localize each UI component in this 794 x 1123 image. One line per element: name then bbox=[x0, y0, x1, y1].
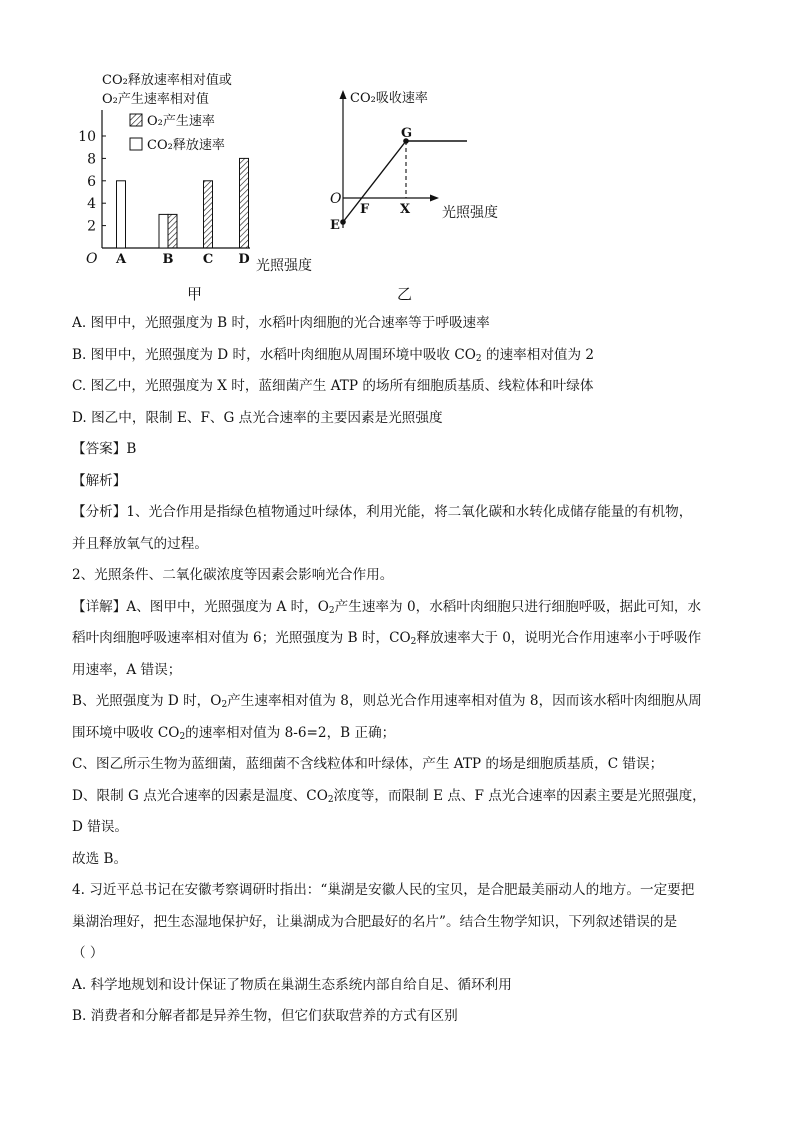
category-label-B: B bbox=[162, 252, 174, 267]
detail-text-7b: 浓度等，而限制 E 点、F 点光合速率的因素主要是光照强度， bbox=[333, 787, 706, 804]
q4-stem-text-1: 4. 习近平总书记在安徽考察调研时指出：“巢湖是安徽人民的宝贝，是合肥最美丽动人的地方。一定要把 bbox=[72, 882, 695, 898]
answer-tag: 【答案】 bbox=[72, 441, 127, 457]
detail-sub-4: 2 bbox=[221, 700, 228, 710]
label-x: X bbox=[400, 202, 411, 217]
option-a-text: 图甲中，光照强度为 B 时，水稻叶肉细胞的光合速率等于呼吸速率 bbox=[90, 315, 490, 331]
detail-text-1b: 产生速率为 0，水稻叶肉细胞只进行细胞呼吸，据此可知，水 bbox=[334, 598, 702, 615]
left-bars bbox=[117, 158, 249, 248]
q4-stem-text-2: 巢湖治理好，把生态湿地保护好，让巢湖成为合肥最好的名片”。结合生物学知识，下列叙述错误的是 bbox=[72, 913, 678, 930]
legend-co2-label: CO₂释放速率 bbox=[147, 138, 225, 153]
y-tick-label-8: 8 bbox=[87, 151, 96, 168]
detail-line-2 bbox=[72, 628, 722, 649]
legend-hatched-swatch bbox=[130, 114, 142, 126]
detail-text-6: C、图乙所示生物为蓝细菌，蓝细菌不含线粒体和叶绿体，产生 ATP 的场是细胞质基质，C 错误； bbox=[72, 756, 664, 772]
detail-line-4 bbox=[72, 691, 722, 712]
option-d bbox=[72, 408, 722, 429]
detail-text-4b: 产生速率相对值为 8，则总光合作用速率相对值为 8，因而该水稻叶肉细胞从周 bbox=[227, 693, 702, 709]
bar-A-co2 bbox=[117, 181, 126, 248]
q4-option-b bbox=[72, 1006, 722, 1027]
legend-empty-swatch bbox=[130, 138, 142, 150]
detail-sub-1: 2 bbox=[328, 605, 335, 616]
bar-chart bbox=[78, 72, 312, 274]
left-xlabel: 光照强度 bbox=[256, 258, 312, 274]
left-ylabel-1: CO₂释放速率相对值或 bbox=[102, 73, 232, 88]
bar-D-o2 bbox=[240, 158, 249, 248]
point-e bbox=[340, 219, 346, 225]
option-a-letter: A. bbox=[72, 315, 87, 331]
y-tick-label-4: 4 bbox=[87, 196, 96, 213]
analysis-text-1: 1、光合作用是指绿色植物通过叶绿体，利用光能，将二氧化碳和水转化成储存能量的有机物， bbox=[126, 504, 693, 520]
left-ylabel-2: O₂产生速率相对值 bbox=[102, 92, 209, 107]
detail-line-6 bbox=[72, 754, 722, 775]
detail-text-7a: D、限制 G 点光合速率的因素是温度、CO bbox=[72, 787, 328, 804]
caption-jia: 甲 bbox=[187, 285, 203, 303]
analysis-tag: 【解析】 bbox=[72, 472, 127, 489]
left-category-labels bbox=[115, 252, 250, 267]
question-content bbox=[72, 313, 722, 1038]
left-origin: O bbox=[86, 251, 98, 267]
detail-text-8: D 错误。 bbox=[72, 819, 129, 835]
analysis-text-2: 并且释放氧气的过程。 bbox=[72, 535, 208, 552]
detail-text-2a: 稻叶肉细胞呼吸速率相对值为 6；光照强度为 B 时，CO bbox=[72, 630, 411, 646]
q4-option-a-text: A. 科学地规划和设计保证了物质在巢湖生态系统内部自给自足、循环利用 bbox=[72, 976, 512, 993]
q4-blank-text: （ ） bbox=[72, 945, 104, 961]
category-label-C: C bbox=[202, 252, 214, 267]
category-label-A: A bbox=[115, 252, 127, 267]
q4-option-b-text: B. 消费者和分解者都是异养生物，但它们获取营养的方式有区别 bbox=[72, 1008, 458, 1024]
option-c-text: 图乙中，光照强度为 X 时，蓝细菌产生 ATP 的场所有细胞质基质、线粒体和叶绿体 bbox=[90, 378, 594, 394]
detail-text-2b: 释放速率大于 0，说明光合作用速率小于呼吸作 bbox=[416, 630, 702, 646]
category-label-D: D bbox=[238, 252, 250, 267]
detail-text-4a: B、光照强度为 D 时，O bbox=[72, 693, 222, 709]
detail-line-1 bbox=[72, 597, 722, 618]
detail-line-3 bbox=[72, 660, 722, 681]
analysis-line-3 bbox=[72, 565, 722, 586]
answer-line bbox=[72, 439, 722, 460]
bar-B-o2 bbox=[168, 214, 177, 248]
detail-line-7 bbox=[72, 786, 722, 807]
option-c-letter: C. bbox=[72, 378, 87, 394]
right-x-arrow bbox=[430, 195, 439, 202]
analysis-tag-line bbox=[72, 471, 722, 492]
detail-line-5 bbox=[72, 723, 722, 744]
answer-value: B bbox=[126, 441, 137, 457]
y-tick-label-6: 6 bbox=[87, 173, 96, 190]
figure-svg bbox=[60, 60, 530, 310]
bar-B-co2 bbox=[159, 214, 168, 248]
option-c bbox=[72, 376, 722, 397]
option-d-text: 图乙中，限制 E、F、G 点光合速率的主要因素是光照强度 bbox=[91, 409, 443, 426]
detail-sub-5: 2 bbox=[179, 731, 186, 742]
detail-text-5a: 围环境中吸收 CO bbox=[72, 724, 180, 741]
rising-line bbox=[343, 141, 406, 222]
bar-C-o2 bbox=[204, 181, 213, 248]
line-graph bbox=[330, 90, 498, 233]
right-origin: O bbox=[330, 191, 342, 207]
detail-text-9: 故选 B。 bbox=[72, 850, 128, 867]
option-b-sub: 2 bbox=[475, 353, 482, 364]
analysis-line-1 bbox=[72, 502, 722, 523]
label-e: E bbox=[330, 218, 340, 233]
right-xlabel: 光照强度 bbox=[442, 205, 498, 221]
detail-text-5b: 的速率相对值为 8-6=2，B 正确； bbox=[185, 724, 396, 741]
detail-text-1a: A、图甲中，光照强度为 A 时，O bbox=[126, 598, 329, 615]
detail-sub-2: 2 bbox=[410, 637, 417, 647]
fenxi-tag: 【分析】 bbox=[72, 504, 127, 520]
q4-stem-1 bbox=[72, 880, 722, 901]
analysis-text-3: 2、光照条件、二氧化碳浓度等因素会影响光合作用。 bbox=[72, 567, 394, 583]
detail-sub-7: 2 bbox=[327, 794, 334, 805]
option-d-letter: D. bbox=[72, 409, 87, 426]
q4-blank bbox=[72, 943, 722, 964]
caption-yi: 乙 bbox=[397, 285, 413, 303]
q4-stem-2 bbox=[72, 912, 722, 933]
option-a bbox=[72, 313, 722, 334]
y-tick-label-10: 10 bbox=[78, 129, 96, 145]
label-g: G bbox=[401, 126, 413, 141]
q4-option-a bbox=[72, 975, 722, 996]
detail-text-3: 用速率，A 错误； bbox=[72, 661, 182, 678]
xiangjie-tag: 【详解】 bbox=[72, 598, 127, 615]
detail-line-9 bbox=[72, 849, 722, 870]
option-b-text-post: 的速率相对值为 2 bbox=[481, 346, 595, 363]
right-ylabel: CO₂吸收速率 bbox=[350, 91, 428, 106]
option-b-letter: B. bbox=[72, 346, 87, 363]
figure bbox=[60, 60, 530, 310]
right-y-arrow bbox=[340, 90, 347, 99]
option-b-text-pre: 图甲中，光照强度为 D 时，水稻叶肉细胞从周围环境中吸收 CO bbox=[90, 346, 476, 363]
analysis-line-2 bbox=[72, 534, 722, 555]
y-tick-label-2: 2 bbox=[87, 218, 96, 235]
legend-o2-label: O₂产生速率 bbox=[147, 114, 215, 129]
option-b bbox=[72, 345, 722, 366]
detail-line-8 bbox=[72, 817, 722, 838]
label-f: F bbox=[360, 202, 370, 217]
